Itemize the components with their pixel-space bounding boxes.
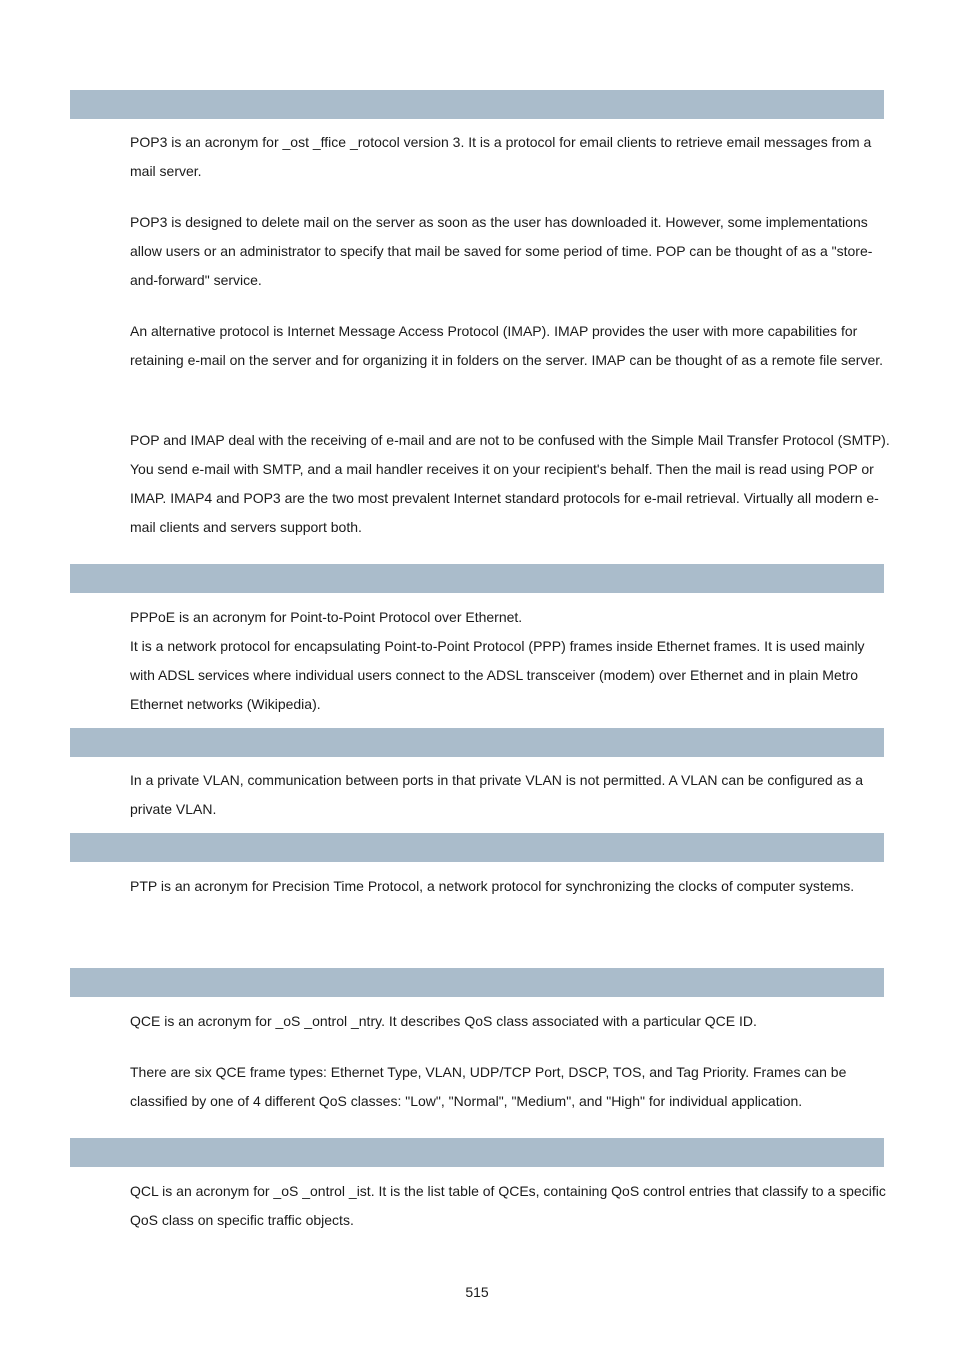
qce-paragraph-1: QCE is an acronym for _oS _ontrol _ntry. It describes QoS class associated with a particular QCE ID. xyxy=(130,1013,757,1029)
ptp-paragraph: PTP is an acronym for Precision Time Protocol, a network protocol for synchronizing the clocks of computer systems. xyxy=(130,878,855,894)
section-bar-pop3 xyxy=(70,90,884,119)
pop3-paragraph-3: An alternative protocol is Internet Message Access Protocol (IMAP). IMAP provides the user with more capabilities for retaining e-mail on the server and for organizing it in folders on the server. IMAP can be thought of as a remote file server. xyxy=(130,323,884,368)
pppoe-paragraph-1: PPPoE is an acronym for Point-to-Point Protocol over Ethernet. xyxy=(130,609,523,625)
section-bar-qcl xyxy=(70,1138,884,1167)
section-bar-pppoe xyxy=(70,564,884,593)
pppoe-paragraph-2: It is a network protocol for encapsulating Point-to-Point Protocol (PPP) frames inside Ethernet frames. It is used mainly with ADSL services where individual users connect to the ADSL transceiver (modem) over Ethernet and in plain Metro Ethernet networks (Wikipedia). xyxy=(130,638,865,712)
page-number: 515 xyxy=(465,1284,489,1300)
qce-paragraph-2: There are six QCE frame types: Ethernet Type, VLAN, UDP/TCP Port, DSCP, TOS, and Tag Priority. Frames can be classified by one of 4 different QoS classes: "Low", "Normal", "Medium", and "High" for individual application. xyxy=(130,1064,847,1109)
section-bar-qce xyxy=(70,968,884,997)
section-bar-ptp xyxy=(70,833,884,862)
private-vlan-paragraph: In a private VLAN, communication between ports in that private VLAN is not permitted. A VLAN can be configured as a private VLAN. xyxy=(130,772,864,817)
section-bar-private-vlan xyxy=(70,728,884,757)
qcl-paragraph: QCL is an acronym for _oS _ontrol _ist. It is the list table of QCEs, containing QoS control entries that classify to a specific QoS class on specific traffic objects. xyxy=(130,1183,886,1228)
pop3-paragraph-1: POP3 is an acronym for _ost _ffice _rotocol version 3. It is a protocol for email clients to retrieve email messages from a mail server. xyxy=(130,134,872,179)
pop3-paragraph-2: POP3 is designed to delete mail on the server as soon as the user has downloaded it. However, some implementations allow users or an administrator to specify that mail be saved for some period of time. POP can be thought of as a "store-and-forward" service. xyxy=(130,214,873,288)
pop3-paragraph-4: POP and IMAP deal with the receiving of e-mail and are not to be confused with the Simple Mail Transfer Protocol (SMTP). You send e-mail with SMTP, and a mail handler receives it on your recipient's behalf. Then the mail is read using POP or IMAP. IMAP4 and POP3 are the two most prevalent Internet standard protocols for e-mail retrieval. Virtually all modern e-mail clients and servers support both. xyxy=(130,432,890,535)
